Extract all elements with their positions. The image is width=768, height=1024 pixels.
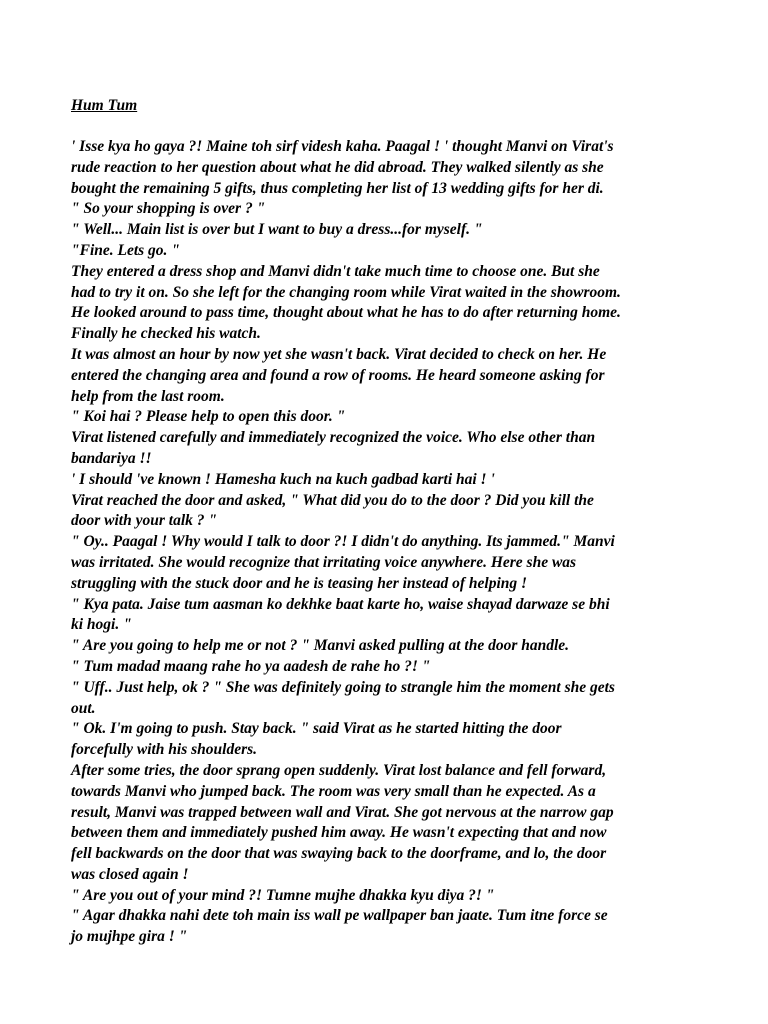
text-line: ki hogi. " — [71, 616, 132, 634]
text-line: Virat reached the door and asked, " What did you do to the door ? Did you kill the — [71, 491, 594, 509]
text-line: door with your talk ? " — [71, 512, 217, 530]
text-line: "Fine. Lets go. " — [71, 241, 180, 259]
document-body — [71, 137, 761, 948]
text-line: After some tries, the door sprang open suddenly. Virat lost balance and fell forward, — [71, 761, 607, 779]
text-line: result, Manvi was trapped between wall and Virat. She got nervous at the narrow gap — [71, 803, 614, 821]
text-line: jo mujhpe gira ! " — [71, 928, 188, 946]
text-line: was irritated. She would recognize that irritating voice anywhere. Here she was — [71, 553, 577, 571]
text-line: ' Isse kya ho gaya ?! Maine toh sirf videsh kaha. Paagal ! ' thought Manvi on Virat's — [71, 138, 614, 155]
text-line: rude reaction to her question about what he did abroad. They walked silently as she — [71, 158, 604, 176]
text-line: " Kya pata. Jaise tum aasman ko dekhke baat karte ho, waise shayad darwaze se bhi — [71, 595, 610, 613]
text-line: was closed again ! — [71, 865, 189, 883]
text-line: " Well... Main list is over but I want to buy a dress...for myself. " — [71, 221, 483, 239]
text-line: " Koi hai ? Please help to open this door. " — [71, 408, 346, 426]
text-line: ' I should 've known ! Hamesha kuch na kuch gadbad karti hai ! ' — [71, 470, 495, 488]
text-line: " So your shopping is over ? " — [71, 200, 266, 218]
text-line: between them and immediately pushed him away. He wasn't expecting that and now — [71, 824, 607, 842]
text-line: " Ok. I'm going to push. Stay back. " said Virat as he started hitting the door — [71, 720, 562, 738]
text-line: " Agar dhakka nahi dete toh main iss wall pe wallpaper ban jaate. Tum itne force se — [71, 907, 608, 925]
text-line: towards Manvi who jumped back. The room was very small than he expected. As a — [71, 782, 596, 800]
text-line: He looked around to pass time, thought about what he has to do after returning home. — [71, 304, 621, 322]
text-line: forcefully with his shoulders. — [71, 741, 258, 759]
text-line: They entered a dress shop and Manvi didn't take much time to choose one. But she — [71, 262, 600, 280]
text-line: help from the last room. — [71, 387, 225, 405]
document-title: Hum Tum — [71, 97, 138, 114]
text-line: struggling with the stuck door and he is teasing her instead of helping ! — [71, 574, 528, 592]
text-line: had to try it on. So she left for the changing room while Virat waited in the showroom. — [71, 283, 621, 301]
text-line: It was almost an hour by now yet she wasn't back. Virat decided to check on her. He — [71, 345, 607, 363]
text-line: fell backwards on the door that was swaying back to the doorframe, and lo, the door — [71, 845, 607, 863]
text-line: Virat listened carefully and immediately recognized the voice. Who else other than — [71, 429, 596, 447]
text-line: " Are you out of your mind ?! Tumne mujhe dhakka kyu diya ?! " — [71, 886, 495, 904]
text-line: Finally he checked his watch. — [71, 325, 261, 343]
text-line: " Uff.. Just help, ok ? " She was definitely going to strangle him the moment she gets — [71, 678, 615, 696]
text-line: out. — [71, 699, 96, 717]
text-line: " Are you going to help me or not ? " Manvi asked pulling at the door handle. — [71, 637, 570, 655]
text-line: entered the changing area and found a row of rooms. He heard someone asking for — [71, 366, 605, 384]
text-line: " Tum madad maang rahe ho ya aadesh de rahe ho ?! " — [71, 657, 431, 675]
text-line: bought the remaining 5 gifts, thus completing her list of 13 wedding gifts for her di. — [71, 179, 604, 197]
text-line: bandariya !! — [71, 449, 152, 467]
text-line: " Oy.. Paagal ! Why would I talk to door ?! I didn't do anything. Its jammed." Manvi — [71, 533, 615, 551]
